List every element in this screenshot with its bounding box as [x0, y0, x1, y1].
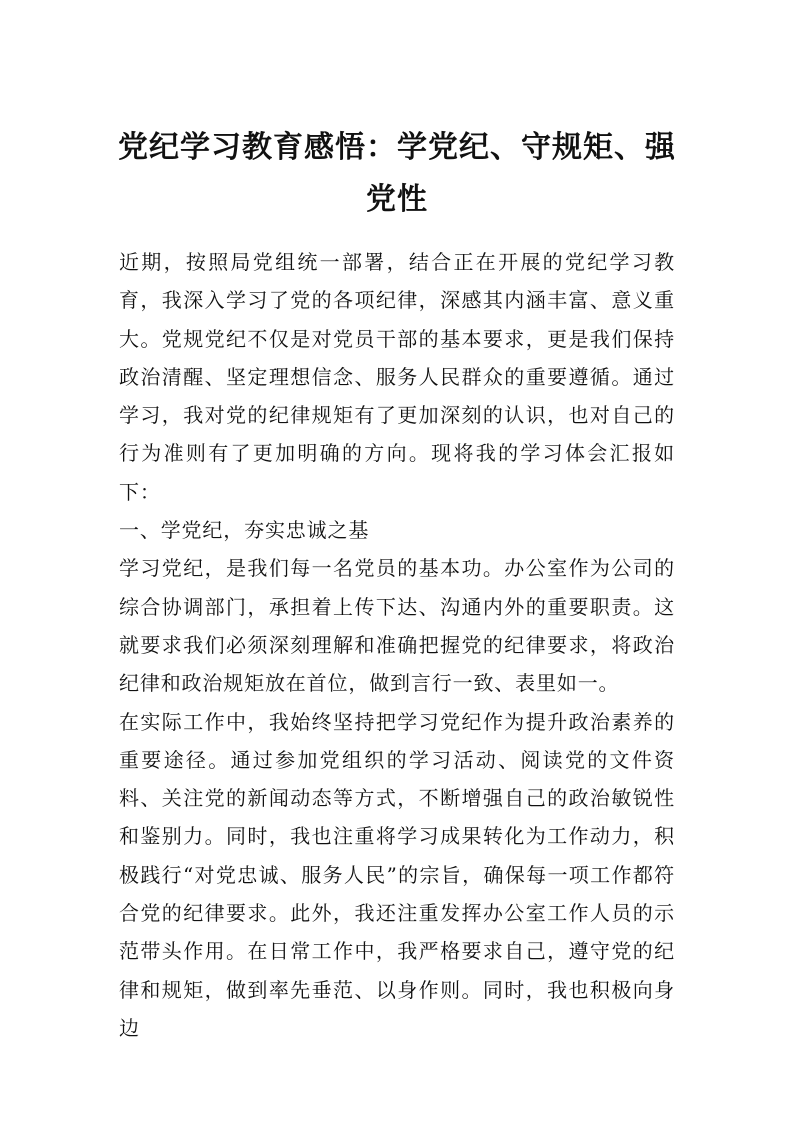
- intro-paragraph: 近期，按照局党组统一部署，结合正在开展的党纪学习教育，我深入学习了党的各项纪律，深感其内涵丰富、意义重大。党规党纪不仅是对党员干部的基本要求，更是我们保持政治清醒、坚定理想信念、服务人民群众的重要遵循。通过学习，我对党的纪律规矩有了更加深刻的认识，也对自己的行为准则有了更加明确的方向。现将我的学习体会汇报如下：: [119, 250, 675, 504]
- body-paragraph: 在实际工作中，我始终坚持把学习党纪作为提升政治素养的重要途径。通过参加党组织的学习活动、阅读党的文件资料、关注党的新闻动态等方式，不断增强自己的政治敏锐性和鉴别力。同时，我也注重将学习成果转化为工作动力，积极践行“对党忠诚、服务人民”的宗旨，确保每一项工作都符合党的纪律要求。此外，我还注重发挥办公室工作人员的示范带头作用。在日常工作中，我严格要求自己，遵守党的纪律和规矩，做到率先垂范、以身作则。同时，我也积极向身边: [119, 709, 675, 1040]
- body-paragraph: 学习党纪，是我们每一名党员的基本功。办公室作为公司的综合协调部门，承担着上传下达、沟通内外的重要职责。这就要求我们必须深刻理解和准确把握党的纪律要求，将政治纪律和政治规矩放在首位，做到言行一致、表里如一。: [119, 556, 675, 696]
- document-title: 党纪学习教育感悟：学党纪、守规矩、强党性: [118, 130, 676, 217]
- document-body: [119, 243, 675, 1047]
- section-heading: 一、学党纪，夯实忠诚之基: [119, 518, 370, 543]
